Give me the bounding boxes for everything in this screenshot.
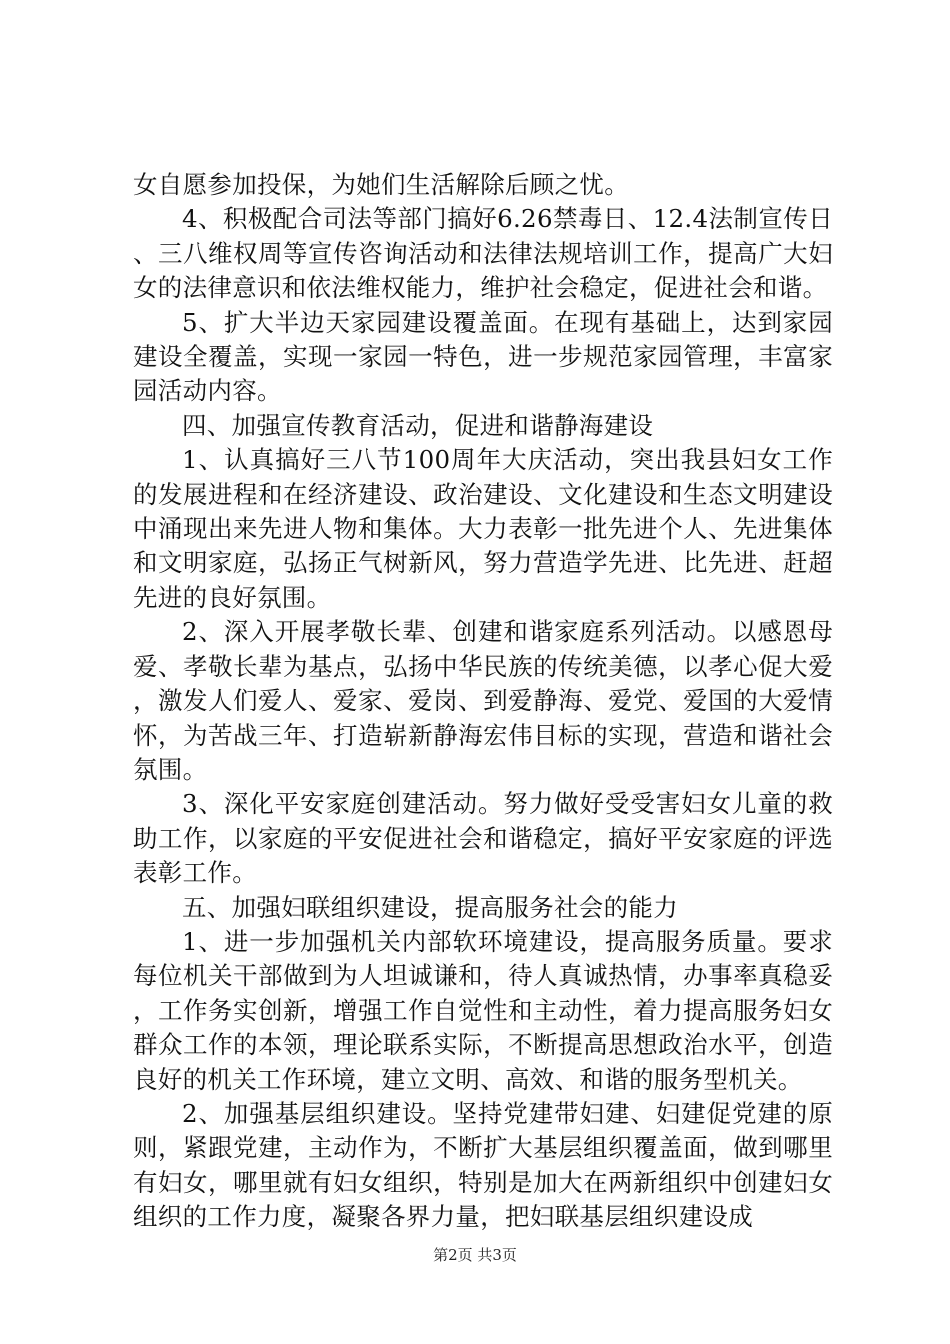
paragraph-continuation: 女自愿参加投保，为她们生活解除后顾之忧。 [133,170,629,199]
section-heading-four: 四、加强宣传教育活动，促进和谐静海建设 [182,410,654,440]
section-heading-five: 五、加强妇联组织建设，提高服务社会的能力 [182,892,678,922]
document-body [133,168,833,1235]
paragraph-item-4-legal: 4、积极配合司法等部门搞好6.26禁毒日、12.4法制宣传日、三八维权周等宣传咨询活动和法律法规培训工作，提高广大妇女的法律意识和依法维权能力，维护社会稳定，促进社会和谐。 [133,204,833,303]
page-footer: 第2页 共3页 [433,1246,517,1264]
paragraph-item-1-celebration: 1、认真搞好三八节100周年大庆活动，突出我县妇女工作的发展进程和在经济建设、政治建设、文化建设和生态文明建设中涌现出来先进人物和集体。大力表彰一批先进个人、先进集体和文明家庭，弘扬正气树新风，努力营造学先进、比先进、赶超先进的良好氛围。 [133,445,833,612]
paragraph-item-1-office: 1、进一步加强机关内部软环境建设，提高服务质量。要求每位机关干部做到为人坦诚谦和，待人真诚热情，办事率真稳妥，工作务实创新，增强工作自觉性和主动性，着力提高服务妇女群众工作的本领，理论联系实际，不断提高思想政治水平，创造良好的机关工作环境，建立文明、高效、和谐的服务型机关。 [133,926,833,1094]
paragraph-item-2-family: 2、深入开展孝敬长辈、创建和谐家庭系列活动。以感恩母爱、孝敬长辈为基点，弘扬中华民族的传统美德，以孝心促大爱，激发人们爱人、爱家、爱岗、到爱静海、爱党、爱国的大爱情怀，为苦战三年、打造崭新静海宏伟目标的实现，营造和谐社会氛围。 [133,617,833,784]
paragraph-item-3-safety: 3、深化平安家庭创建活动。努力做好受受害妇女儿童的救助工作，以家庭的平安促进社会和谐稳定，搞好平安家庭的评选表彰工作。 [133,789,833,888]
paragraph-item-2-grassroots: 2、加强基层组织建设。坚持党建带妇建、妇建促党建的原则，紧跟党建，主动作为，不断扩大基层组织覆盖面，做到哪里有妇女，哪里就有妇女组织，特别是加大在两新组织中创建妇女组织的工作力度，凝聚各界力量，把妇联基层组织建设成 [133,1098,833,1232]
paragraph-item-5-home: 5、扩大半边天家园建设覆盖面。在现有基础上，达到家园建设全覆盖，实现一家园一特色，进一步规范家园管理，丰富家园活动内容。 [133,307,833,406]
